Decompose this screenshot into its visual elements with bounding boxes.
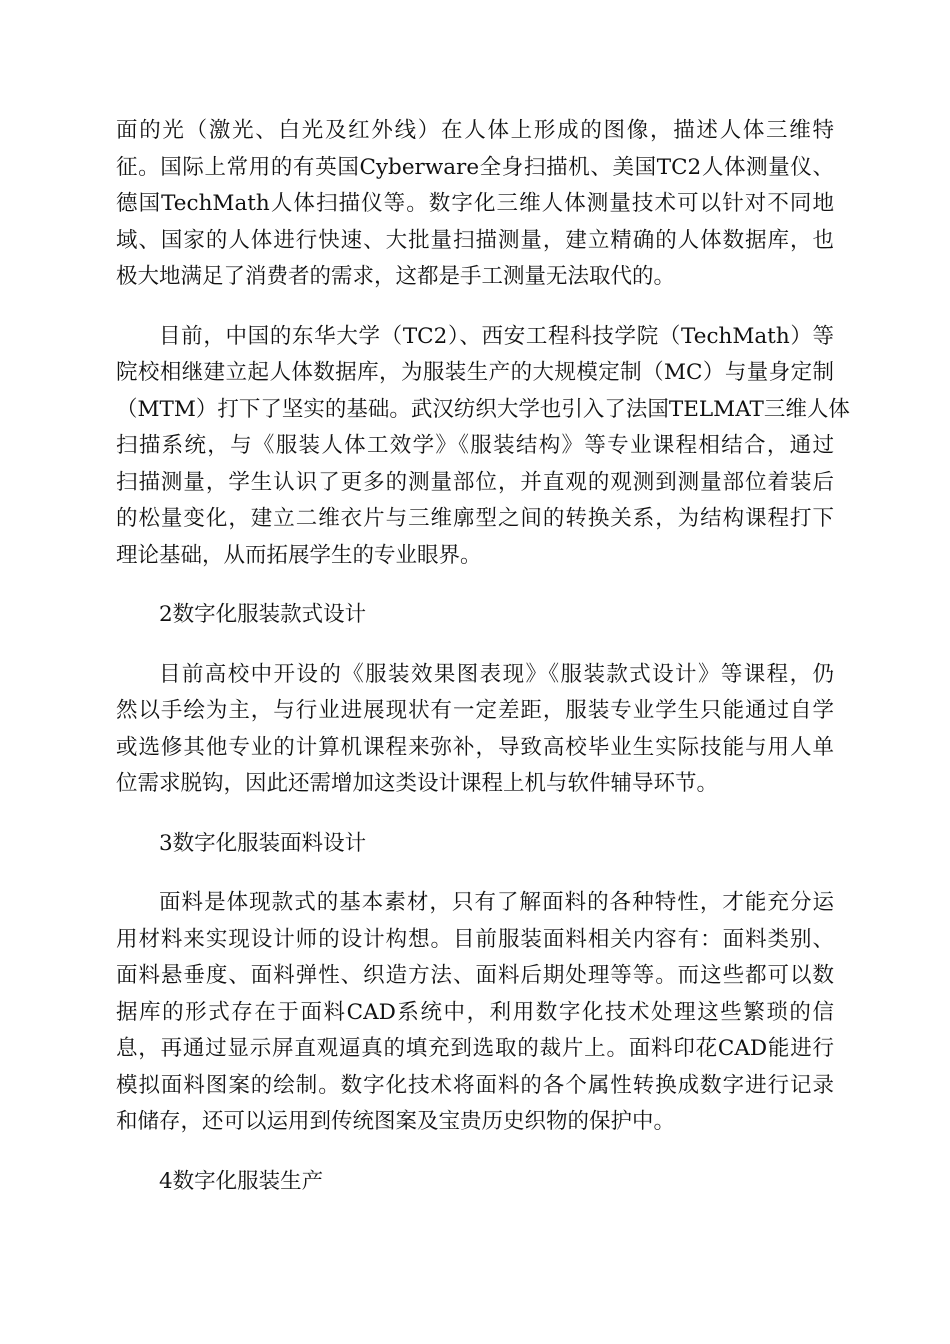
text-line: 和储存，还可以运用到传统图案及宝贵历史织物的保护中。 [116, 1109, 676, 1134]
text-line: 据库的形式存在于面料CAD系统中，利用数字化技术处理这些繁琐的信 [116, 999, 834, 1025]
text-line: 征。国际上常用的有英国Cyberware全身扫描机、美国TC2人体测量仪、 [116, 154, 834, 180]
text-line: 院校相继建立起人体数据库，为服装生产的大规模定制（MC）与量身定制 [116, 360, 834, 385]
text-line: 模拟面料图案的绘制。数字化技术将面料的各个属性转换成数字进行记录 [116, 1072, 834, 1098]
text-line: 扫描测量，学生认识了更多的测量部位，并直观的观测到测量部位着装后 [116, 469, 834, 495]
paragraph-fabric-design [116, 885, 834, 1141]
section-heading-style-design: 2数字化服装款式设计 [159, 602, 367, 627]
section-heading-fabric-design: 3数字化服装面料设计 [159, 830, 367, 856]
text-line: 面的光（激光、白光及红外线）在人体上形成的图像，描述人体三维特 [116, 118, 834, 143]
text-line: 面料悬垂度、面料弹性、织造方法、面料后期处理等等。而这些都可以数 [116, 963, 834, 988]
text-line: （MTM）打下了坚实的基础。武汉纺织大学也引入了法国TELMAT三维人体 [116, 396, 850, 422]
paragraph-university-databases [116, 319, 850, 575]
text-line: 域、国家的人体进行快速、大批量扫描测量，建立精确的人体数据库，也 [116, 227, 834, 253]
text-line: 极大地满足了消费者的需求，这都是手工测量无法取代的。 [116, 264, 676, 289]
text-line: 扫描系统，与《服装人体工效学》《服装结构》等专业课程相结合，通过 [116, 433, 834, 458]
text-line: 息，再通过显示屏直观逼真的填充到选取的裁片上。面料印花CAD能进行 [116, 1036, 834, 1061]
text-line: 面料是体现款式的基本素材，只有了解面料的各种特性，才能充分运 [159, 890, 834, 915]
text-line: 然以手绘为主，与行业进展现状有一定差距，服装专业学生只能通过自学 [116, 698, 834, 723]
paragraph-body-scanning [116, 113, 834, 296]
text-line: 目前，中国的东华大学（TC2）、西安工程科技学院（TechMath）等 [159, 323, 834, 349]
text-line: 用材料来实现设计师的设计构想。目前服装面料相关内容有：面料类别、 [116, 926, 834, 952]
text-line: 德国TechMath人体扫描仪等。数字化三维人体测量技术可以针对不同地 [116, 191, 834, 216]
text-line: 位需求脱钩，因此还需增加这类设计课程上机与软件辅导环节。 [116, 771, 719, 796]
text-line: 理论基础，从而拓展学生的专业眼界。 [116, 542, 482, 568]
document-page [116, 113, 850, 1200]
paragraph-style-design [116, 657, 834, 803]
text-line: 的松量变化，建立二维衣片与三维廓型之间的转换关系，为结构课程打下 [116, 506, 834, 531]
text-line: 目前高校中开设的《服装效果图表现》《服装款式设计》等课程，仍 [159, 661, 834, 687]
text-line: 或选修其他专业的计算机课程来弥补，导致高校毕业生实际技能与用人单 [116, 734, 834, 760]
section-heading-production: 4数字化服装生产 [159, 1168, 324, 1194]
